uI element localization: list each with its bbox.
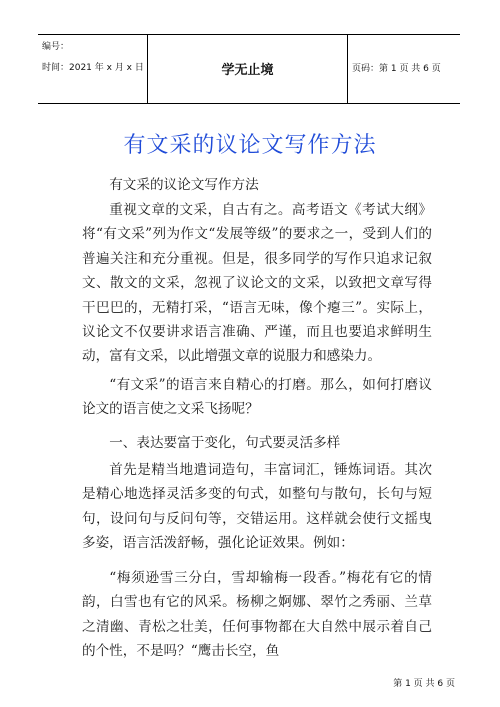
section-heading-1: 一、表达要富于变化，句式要灵活多样 bbox=[109, 435, 341, 451]
header-center-cell bbox=[148, 35, 348, 103]
paragraph-subtitle: 有文采的议论文写作方法 bbox=[109, 177, 259, 193]
page-footer: 第 1 页 共 6 页 bbox=[393, 679, 455, 689]
header-right-cell bbox=[348, 35, 460, 103]
header-page-info: 页码：第 1 页 共 6 页 bbox=[352, 64, 441, 74]
paragraph-intro: 重视文章的文采，自古有之。高考语文《考试大纲》将“有文采”列为作文“发展等级”的要求之一，受到人们的普遍关注和充分重视。但是，很多同学的写作只追求记叙文、散文的文采，忽视了议论文的文采，以致把文章写得干巴巴的，无精打采，“语言无味，像个瘪三”。实际上，议论文不仅要讲求语言准确、严谨，而且也要追求鲜明生动，富有文采，以此增强文章的说服力和感染力。 bbox=[82, 202, 432, 365]
header-left-cell bbox=[38, 35, 148, 103]
paragraph-question: “有文采”的语言来自精心的打磨。那么，如何打磨议论文的语言使之文采飞扬呢？ bbox=[82, 377, 432, 418]
header-motto: 学无止境 bbox=[221, 63, 274, 78]
paragraph-method: 首先是精当地遣词造句，丰富词汇，锤炼词语。其次是精心地选择灵活多变的句式，如整句与散句，长句与短句，设问句与反问句等，交错运用。这样就会使行文摇曳多姿，语言活泼舒畅，强化论证效果。例如： bbox=[82, 462, 432, 552]
paragraph-example: “梅须逊雪三分白，雪却输梅一段香。”梅花有它的情韵，白雪也有它的风采。杨柳之婀娜、翠竹之秀丽、兰草之清幽、青松之壮美，任何事物都在大自然中展示着自己的个性，不是吗？“鹰击长空，鱼 bbox=[82, 570, 432, 660]
document-title: 有文采的议论文写作方法 bbox=[123, 133, 377, 158]
page-header bbox=[38, 34, 460, 104]
date-label: 时间：2021 年 x 月 x 日 bbox=[42, 63, 144, 73]
serial-number-label: 编号： bbox=[42, 42, 70, 52]
